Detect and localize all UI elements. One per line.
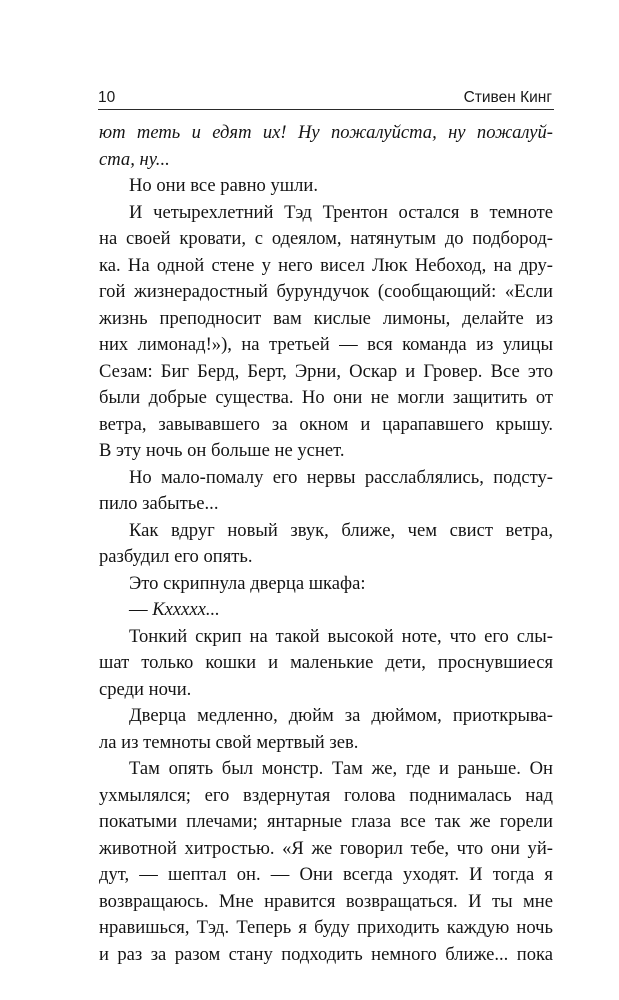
- text-line: ухмылялся; его вздернутая голова поднималась над: [99, 784, 553, 806]
- paragraph-2: [99, 173, 553, 200]
- text-line: ют теть и едят их! Ну пожалуйста, ну пожалуй-: [99, 122, 553, 143]
- text-line: ста, ну...: [99, 148, 170, 170]
- text-line: [99, 597, 553, 624]
- text-line: Но мало-помалу его нервы расслаблялись, подсту-: [129, 466, 553, 488]
- text-line: были добрые существа. Но они не могли защитить от: [99, 387, 553, 408]
- paragraph-9: [99, 703, 553, 756]
- dialogue-dash: —: [129, 599, 153, 620]
- paragraph-7: [99, 597, 553, 624]
- text-line: Тонкий скрип на такой высокой ноте, что его слы-: [129, 625, 553, 647]
- text-line: возвращаюсь. Мне нравится возвращаться. И ты мне: [99, 890, 553, 912]
- text-line: и раз за разом стану подходить немного ближе... пока: [99, 943, 553, 965]
- text-line: И четырехлетний Тэд Трентон остался в темноте: [129, 201, 553, 223]
- running-head-author: Стивен Кинг: [463, 89, 552, 106]
- text-line: покатыми плечами; янтарные глаза все так же горели: [99, 811, 553, 832]
- paragraph-6: [99, 571, 553, 598]
- text-line: Дверца медленно, дюйм за дюймом, приоткрыва-: [129, 705, 553, 726]
- paragraph-10: [99, 756, 553, 968]
- text-line: Там опять был монстр. Там же, где и раньше. Он: [129, 758, 553, 779]
- page-number: 10: [98, 89, 116, 106]
- text-line: ка. На одной стене у него висел Люк Небоход, на дру-: [99, 254, 553, 276]
- text-line: разбудил его опять.: [99, 546, 253, 567]
- text-line: гой жизнерадостный бурундучок (сообщающий: «Если: [99, 281, 553, 302]
- text-line: Это скрипнула дверца шкафа:: [129, 572, 366, 594]
- paragraph-5: [99, 518, 553, 571]
- text-line: ла из темноты свой мертвый зев.: [99, 731, 359, 753]
- text-line: них лимонад!»), на третьей — вся команда из улицы: [99, 334, 553, 355]
- text-line: жизнь преподносит вам кислые лимоны, делайте из: [99, 307, 553, 329]
- paragraph-3: [99, 200, 553, 465]
- paragraph-8: [99, 624, 553, 704]
- text-line: пило забытье...: [99, 493, 219, 514]
- text-line: дут, — шептал он. — Они всегда уходят. И тогда я: [99, 864, 553, 885]
- text-line: Но они все равно ушли.: [129, 175, 318, 196]
- paragraph-1: [99, 120, 553, 173]
- text-line: Как вдруг новый звук, ближе, чем свист ветра,: [129, 519, 553, 541]
- text-line: ветра, завывавшего за окном и царапавшего крышу.: [99, 413, 553, 435]
- creak-sound: Кххххх...: [152, 599, 220, 620]
- text-line: среди ночи.: [99, 678, 192, 700]
- text-line: В эту ночь он больше не уснет.: [99, 440, 345, 461]
- text-line: нравишься, Тэд. Теперь я буду приходить каждую ночь: [99, 917, 553, 938]
- text-line: на своей кровати, с одеялом, натянутым до подбород-: [99, 228, 553, 249]
- text-line: Сезам: Биг Берд, Берт, Эрни, Оскар и Гровер. Все это: [99, 360, 553, 382]
- text-line: животной хитростью. «Я же говорил тебе, что они уй-: [99, 837, 553, 859]
- body-text: [99, 120, 553, 968]
- paragraph-4: [99, 465, 553, 518]
- text-line: шат только кошки и маленькие дети, проснувшиеся: [99, 652, 553, 673]
- running-head: [98, 89, 552, 109]
- header-rule: [98, 109, 554, 110]
